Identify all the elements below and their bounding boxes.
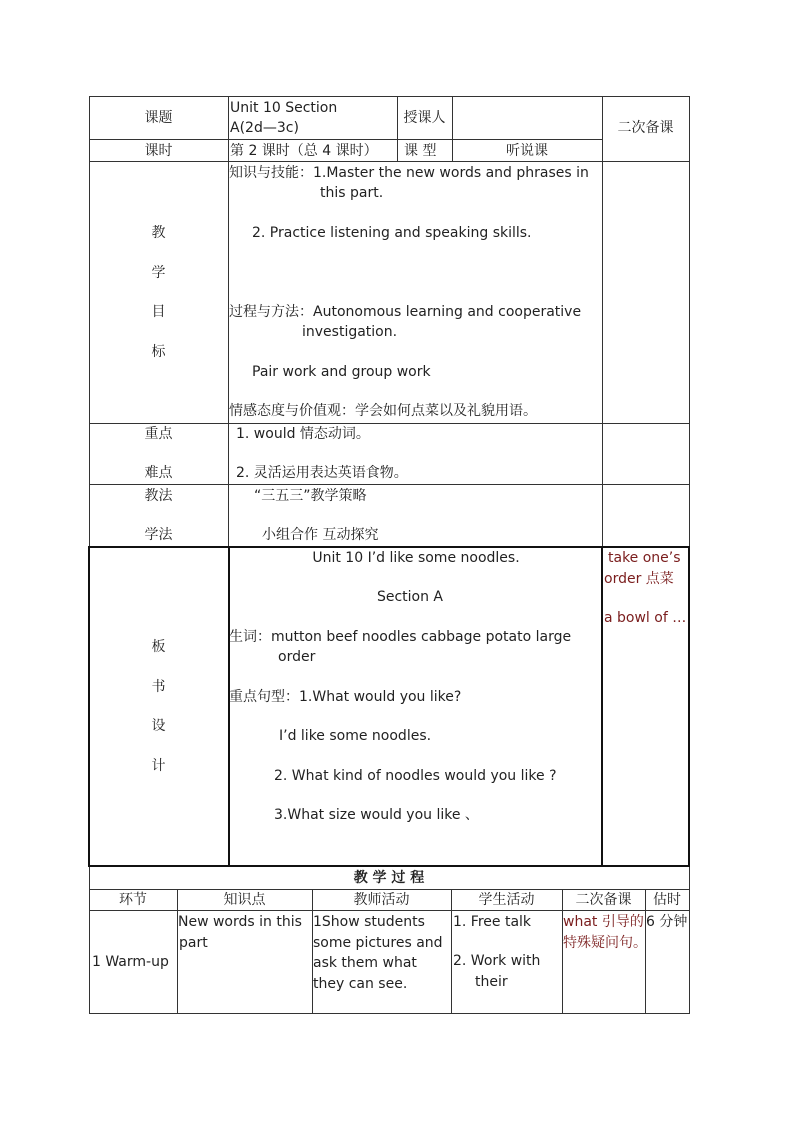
topic-label: 课题 [144, 110, 173, 126]
key-point-item: 1. would 情态动词。 [236, 426, 370, 442]
objectives-label-char: 标 [151, 344, 166, 360]
student-activity-item: 1. Free talk [453, 914, 532, 930]
stage-cell: 1 Warm-up [92, 954, 169, 970]
board-pattern: 2. What kind of noodles would you like ? [274, 768, 557, 784]
board-label-char: 书 [151, 679, 166, 695]
second-prep-label: 二次备课 [617, 120, 674, 136]
teacher-activity-line: ask them what [313, 955, 417, 971]
teaching-method: “三五三”教学策略 [254, 488, 367, 504]
column-header: 教师活动 [353, 892, 410, 908]
teacher-label: 授课人 [403, 110, 446, 126]
board-side-note: order 点菜 [604, 571, 674, 587]
emotion-objective: 情感态度与价值观：学会如何点菜以及礼貌用语。 [229, 403, 537, 419]
process-objective-item2: Pair work and group work [252, 364, 431, 380]
column-header: 估时 [653, 892, 681, 908]
knowledge-objective-item2: 2. Practice listening and speaking skills. [252, 225, 532, 241]
process-objective: 过程与方法：Autonomous learning and cooperative [229, 304, 582, 320]
board-side-note: take one’s [608, 550, 681, 566]
learning-method-label: 学法 [144, 527, 173, 543]
key-point-item: 2. 灵活运用表达英语食物。 [236, 465, 408, 481]
type-label: 课 型 [404, 143, 437, 159]
board-side-note: a bowl of … [604, 610, 687, 626]
knowledge-cell: New words in this [178, 914, 302, 930]
second-prep-note: what 引导的 [563, 914, 644, 930]
column-header: 环节 [119, 892, 147, 908]
column-header: 知识点 [223, 892, 266, 908]
student-activity-item: 2. Work with [453, 953, 541, 969]
board-vocab: 生词：mutton beef noodles cabbage potato large [229, 629, 572, 645]
teaching-method-label: 教法 [144, 488, 173, 504]
objectives-label-char: 教 [151, 225, 166, 241]
period-label: 课时 [144, 143, 173, 159]
teacher-activity-line: they can see. [313, 976, 408, 992]
difficult-points-label: 难点 [144, 465, 173, 481]
board-title: Unit 10 I’d like some noodles. [312, 550, 520, 566]
column-header: 学生活动 [478, 892, 535, 908]
teacher-activity-line: 1Show students [313, 914, 425, 930]
board-pattern: 重点句型：1.What would you like? [229, 689, 462, 705]
knowledge-objective-cont: this part. [320, 185, 384, 201]
type-value: 听说课 [506, 143, 548, 159]
topic-value-cont: A(2d—3c) [230, 120, 299, 136]
process-title: 教 学 过 程 [353, 870, 425, 886]
column-header: 二次备课 [575, 892, 632, 908]
knowledge-cell-cont: part [179, 935, 208, 951]
board-pattern-answer: I’d like some noodles. [279, 728, 432, 744]
time-estimate: 6 分钟 [646, 914, 688, 930]
period-value: 第 2 课时（总 4 课时） [230, 143, 378, 159]
teacher-activity-line: some pictures and [313, 935, 443, 951]
board-label-char: 设 [151, 718, 166, 734]
board-pattern: 3.What size would you like 、 [274, 807, 479, 823]
board-label-char: 板 [151, 639, 166, 655]
board-vocab-cont: order [278, 649, 316, 665]
process-objective-cont: investigation. [302, 324, 398, 340]
objectives-label-char: 学 [151, 265, 166, 281]
topic-value: Unit 10 Section [230, 100, 338, 116]
student-activity-item-cont: their [475, 974, 508, 990]
learning-method: 小组合作 互动探究 [262, 527, 379, 543]
knowledge-objective: 知识与技能：1.Master the new words and phrases in [229, 165, 589, 181]
board-section: Section A [376, 589, 444, 605]
key-points-label: 重点 [144, 426, 173, 442]
board-label-char: 计 [151, 758, 166, 774]
objectives-label-char: 目 [151, 304, 166, 320]
second-prep-note: 特殊疑问句。 [563, 935, 647, 951]
